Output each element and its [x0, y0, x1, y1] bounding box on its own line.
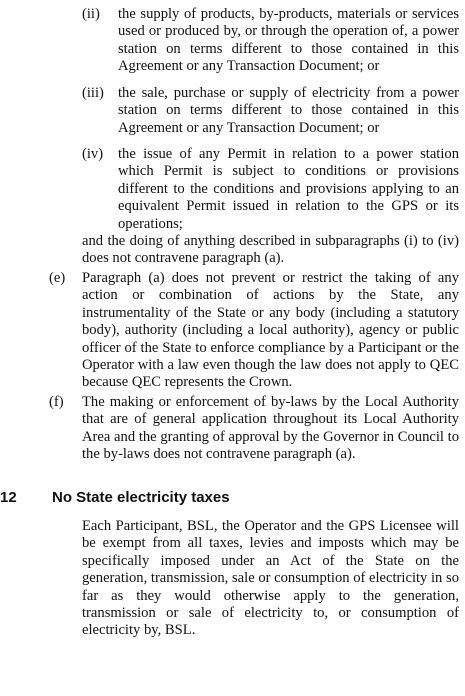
closing-paragraph: and the doing of anything described in subparagraphs (i) to (iv) does not contravene paragraph (a). [82, 233, 459, 267]
item-text-iv: the issue of any Permit in relation to a power station which Permit is subject to conditions or provisions different to the conditions and provisions applying to an equivalent Permit issued in relation to the GPS or its operations; [118, 146, 459, 232]
item-number-ii: (ii) [82, 6, 100, 22]
paragraph-text-f: The making or enforcement of by-laws by the Local Authority that are of general application throughout its Local Authority Area and the granting of approval by the Governor in Council to the by-laws does not contravene paragraph (a). [82, 394, 459, 463]
item-number-iii: (iii) [82, 85, 104, 101]
section-number: 12 [0, 489, 17, 506]
paragraph-number-f: (f) [49, 394, 64, 410]
item-text-ii: the supply of products, by-products, materials or services used or produced by, or through the operation of, a power station on terms different to those contained in this Agreement or any Transaction Document; or [118, 6, 459, 75]
item-number-iv: (iv) [82, 146, 104, 162]
paragraph-number-e: (e) [49, 270, 66, 286]
item-text-iii: the sale, purchase or supply of electricity from a power station on terms different to those contained in this Agreement or any Transaction Document; or [118, 85, 459, 136]
section-title: No State electricity taxes [52, 489, 230, 506]
paragraph-text-e: Paragraph (a) does not prevent or restrict the taking of any action or combination of actions by the State, any instrumentality of the State or any body (including a statutory body), authority (including a local authority), agency or public officer of the State to enforce compliance by a Participant or the Operator with a law even though the law does not apply to QEC because QEC represents the Crown. [82, 270, 459, 391]
section-body: Each Participant, BSL, the Operator and the GPS Licensee will be exempt from all taxes, levies and imposts which may be specifically imposed under an Act of the State on the generation, transmission, sale or consumption of electricity in so far as they would otherwise apply to the generation, transmission or sale of electricity to, or consumption of electricity by, BSL. [82, 518, 459, 639]
